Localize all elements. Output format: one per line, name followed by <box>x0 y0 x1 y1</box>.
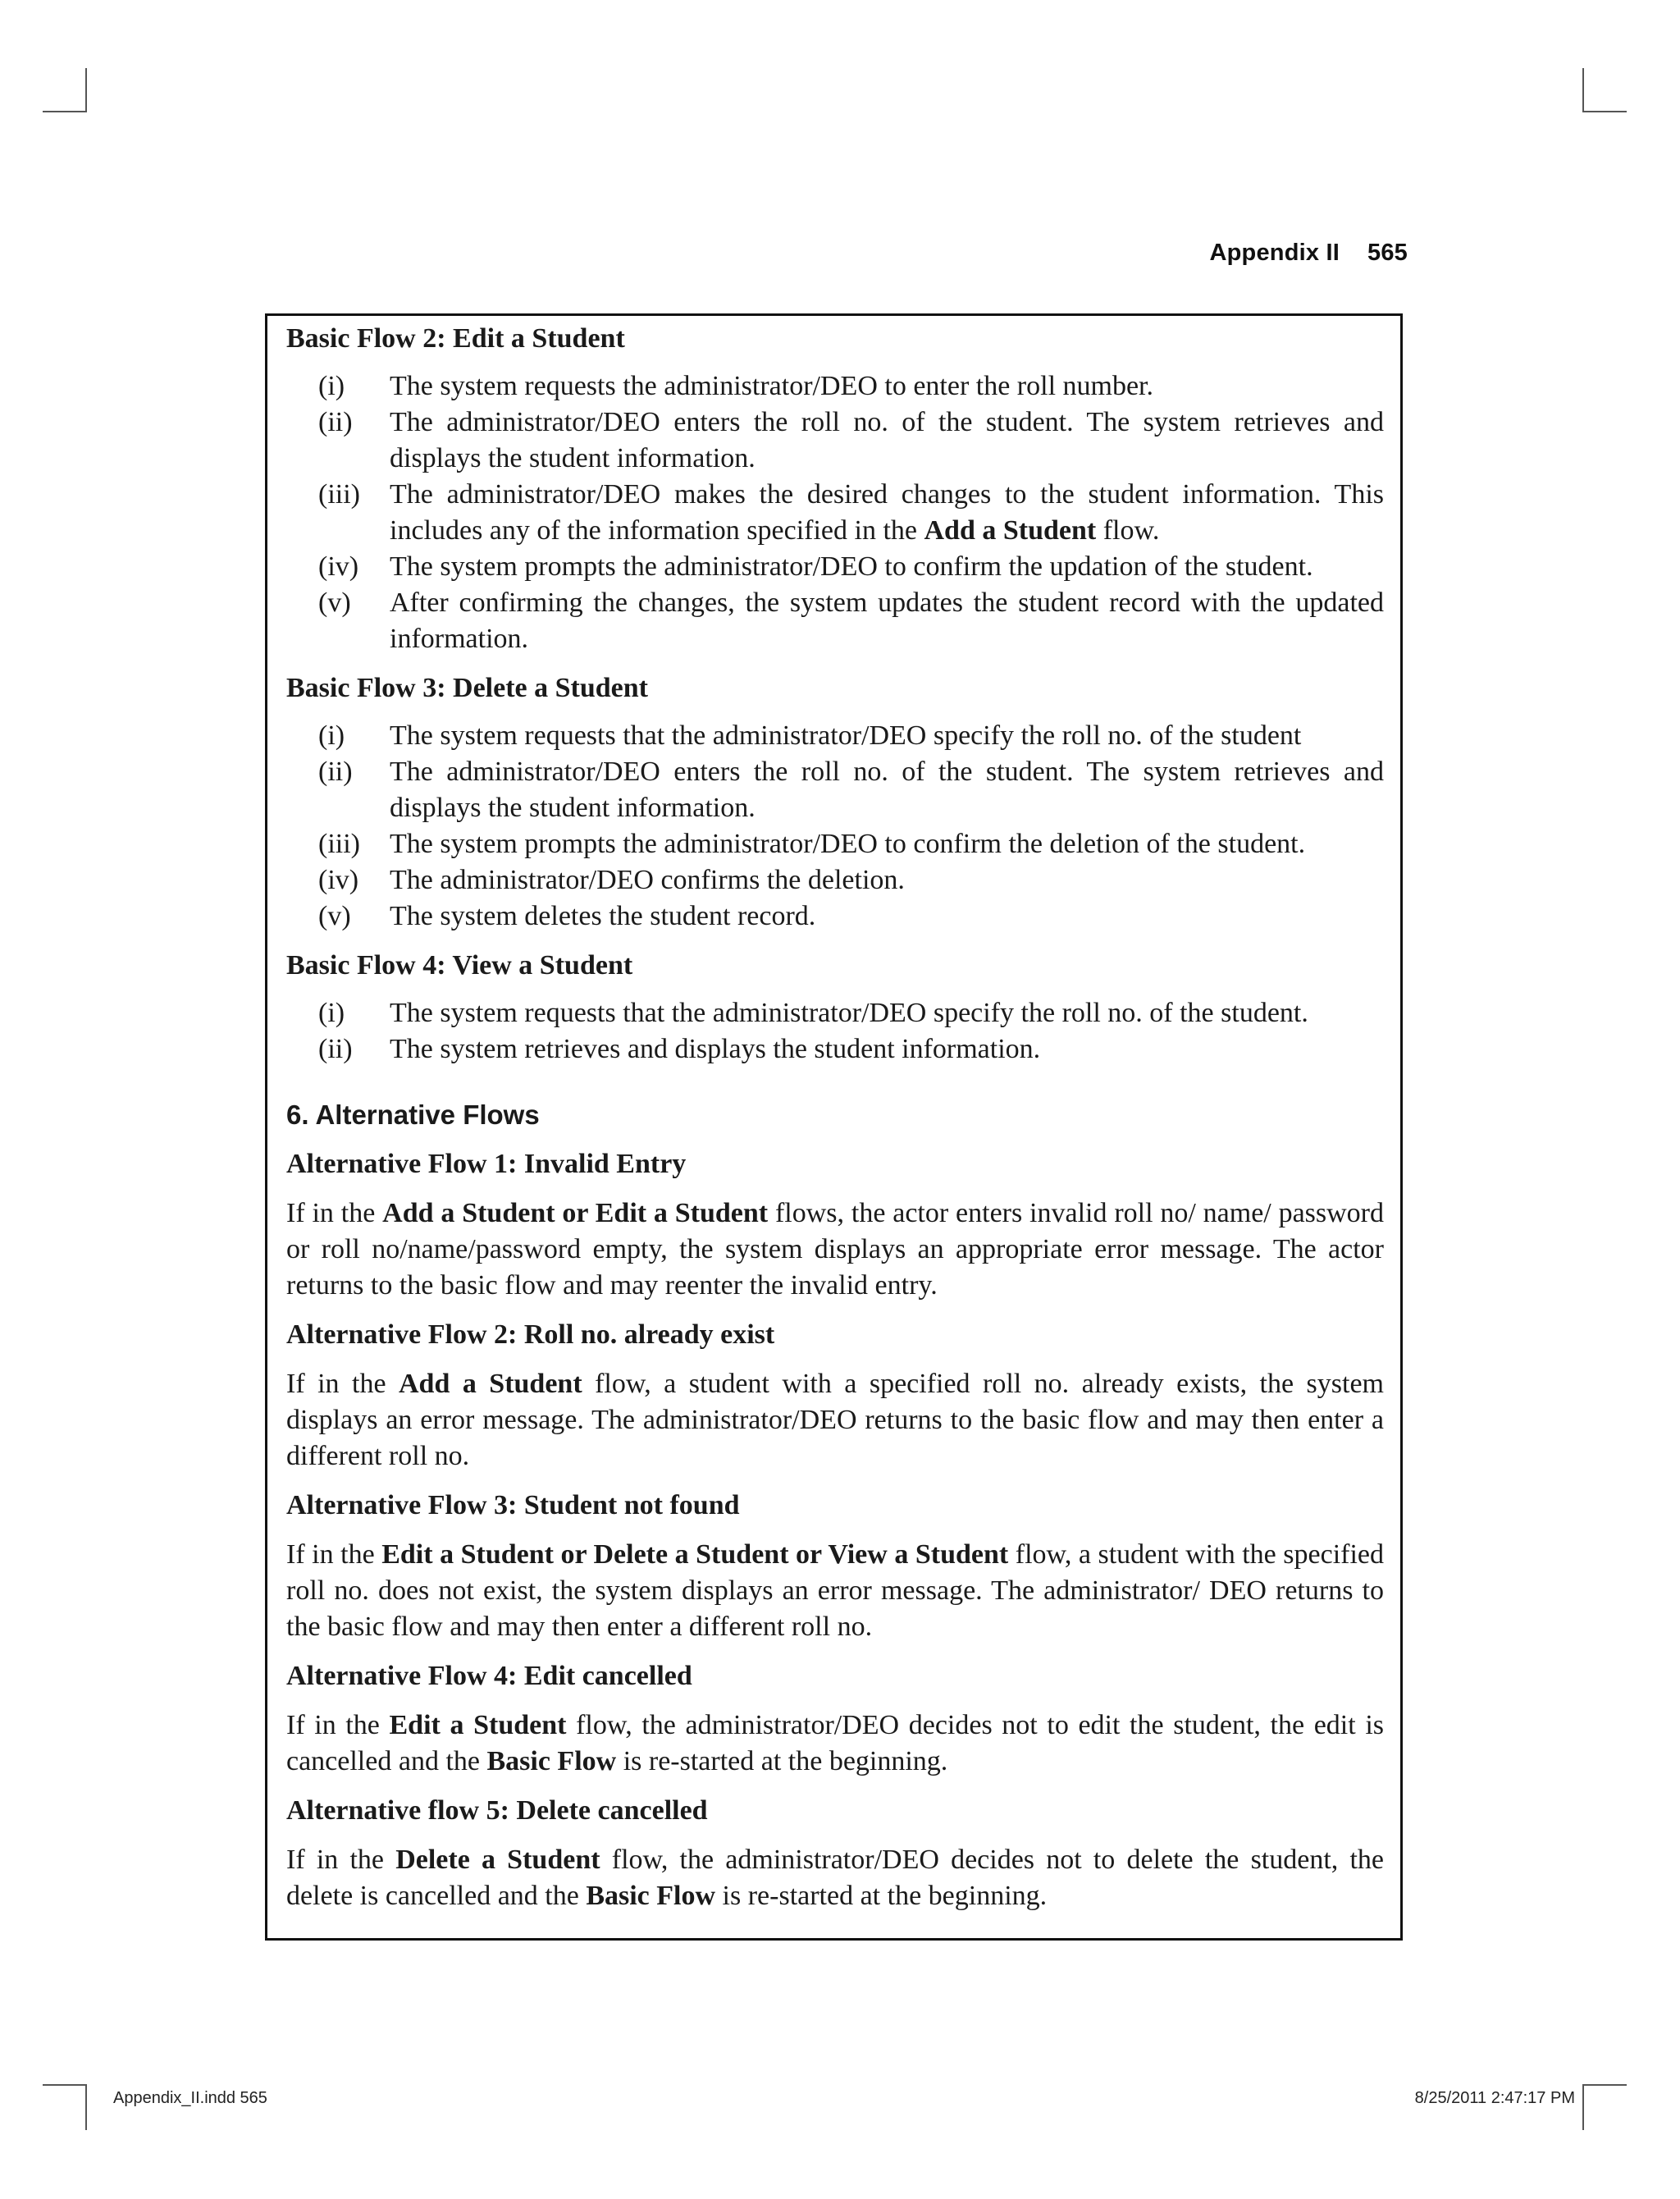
body-bold: Add a Student or Edit a Student <box>382 1198 769 1228</box>
step-number: (i) <box>318 998 345 1028</box>
body-bold: Edit a Student or Delete a Student or View a Student <box>381 1539 1009 1570</box>
step-number: (iii) <box>318 479 360 510</box>
body-text: flow, a student with the specified roll no. does not exist, the system displays an error message. The administrator/ DEO returns to the basic flow and may then enter a different roll no. <box>286 1539 1384 1642</box>
step-text: The administrator/DEO enters the roll no. of the student. The system retrieves and displays the student information. <box>390 757 1384 823</box>
list-item <box>286 898 1384 935</box>
crop-mark <box>1582 2084 1584 2130</box>
step-text-part: The administrator/DEO makes the desired changes to the student information. This includes any of the information specified in the <box>390 479 1384 546</box>
body-text: If in the <box>286 1369 399 1399</box>
crop-mark <box>43 2084 87 2086</box>
body-text: flow, the administrator/DEO decides not to delete the student, the delete is cancelled and the <box>286 1845 1385 1911</box>
list-item <box>286 754 1384 826</box>
alt-flow-4-title: Alternative Flow 4: Edit cancelled <box>286 1661 692 1691</box>
step-text: The system retrieves and displays the student information. <box>390 1034 1041 1064</box>
step-text: The system requests the administrator/DEO to enter the roll number. <box>390 371 1153 401</box>
alt-flow-2-title: Alternative Flow 2: Roll no. already exist <box>286 1319 775 1350</box>
content-box <box>265 313 1403 1941</box>
body-text: flow, a student with a specified roll no. already exists, the system displays an error message. The administrator/DEO returns to the basic flow and may then enter a different roll no. <box>286 1369 1384 1471</box>
alt-flow-1-body <box>286 1196 1384 1304</box>
alt-flow-4-body <box>286 1708 1384 1780</box>
body-text: If in the <box>286 1539 382 1570</box>
crop-mark <box>1582 111 1627 112</box>
body-bold: Edit a Student <box>389 1710 567 1740</box>
step-text: After confirming the changes, the system updates the student record with the updated information. <box>390 587 1384 654</box>
body-text: flows, the actor enters invalid roll no/ name/ password or roll no/name/password empty, the system displays an appropriate error message. The actor returns to the basic flow and may reenter the invalid entry. <box>286 1198 1384 1301</box>
list-item <box>286 718 1384 754</box>
alt-flow-2-body <box>286 1366 1384 1474</box>
basic-flow-2-title: Basic Flow 2: Edit a Student <box>286 323 625 354</box>
alt-flow-3-body <box>286 1537 1384 1645</box>
body-bold: Basic Flow <box>586 1881 716 1911</box>
slug-timestamp: 8/25/2011 2:47:17 PM <box>1414 2089 1575 2107</box>
step-text: The administrator/DEO enters the roll no. of the student. The system retrieves and displays the student information. <box>390 407 1384 473</box>
list-item <box>286 368 1384 405</box>
step-text: The system requests that the administrator/DEO specify the roll no. of the student <box>390 720 1302 751</box>
list-item <box>286 826 1384 862</box>
alt-flow-5-body <box>286 1842 1384 1914</box>
crop-mark <box>1582 2084 1627 2086</box>
body-bold: Basic Flow <box>486 1746 617 1776</box>
running-head-title: Appendix II <box>1209 240 1340 266</box>
body-bold: Delete a Student <box>395 1845 600 1875</box>
crop-mark <box>85 68 87 111</box>
step-text-part: flow. <box>1096 515 1160 546</box>
list-item <box>286 995 1384 1031</box>
step-number: (v) <box>318 587 351 618</box>
step-text: The system deletes the student record. <box>390 901 816 931</box>
list-item <box>286 549 1384 585</box>
section-heading: 6. Alternative Flows <box>286 1100 540 1130</box>
body-text: If in the <box>286 1710 390 1740</box>
alt-flow-1-title: Alternative Flow 1: Invalid Entry <box>286 1149 687 1179</box>
crop-mark <box>1582 68 1584 111</box>
running-head <box>1210 240 1408 267</box>
basic-flow-3-steps <box>286 718 1384 935</box>
step-number: (i) <box>318 720 345 751</box>
step-number: (ii) <box>318 757 353 787</box>
body-text: is re-started at the beginning. <box>715 1881 1048 1911</box>
alt-flow-5-title: Alternative flow 5: Delete cancelled <box>286 1795 708 1826</box>
basic-flow-2-steps <box>286 368 1384 657</box>
list-item <box>286 862 1384 898</box>
list-item <box>286 1031 1384 1067</box>
page-number: 565 <box>1367 240 1408 266</box>
crop-mark <box>85 2084 87 2130</box>
step-text-bold: Add a Student <box>924 515 1097 546</box>
basic-flow-4-title: Basic Flow 4: View a Student <box>286 950 633 981</box>
step-number: (iv) <box>318 551 359 582</box>
step-text: The system requests that the administrator/DEO specify the roll no. of the student. <box>390 998 1308 1028</box>
step-number: (ii) <box>318 1034 353 1064</box>
step-number: (iv) <box>318 865 359 895</box>
body-text: If in the <box>286 1198 383 1228</box>
body-text: If in the <box>286 1845 396 1875</box>
step-text: The administrator/DEO confirms the deletion. <box>390 865 905 895</box>
list-item <box>286 405 1384 477</box>
step-number: (ii) <box>318 407 353 437</box>
step-number: (iii) <box>318 829 360 859</box>
step-text: The system prompts the administrator/DEO to confirm the updation of the student. <box>390 551 1313 582</box>
body-text: is re-started at the beginning. <box>616 1746 948 1776</box>
alt-flow-3-title: Alternative Flow 3: Student not found <box>286 1490 740 1520</box>
step-text: The system prompts the administrator/DEO to confirm the deletion of the student. <box>390 829 1306 859</box>
step-number: (i) <box>318 371 345 401</box>
step-text <box>390 477 1384 549</box>
slug-filename: Appendix_II.indd 565 <box>113 2089 267 2107</box>
basic-flow-4-steps <box>286 995 1384 1067</box>
list-item <box>286 477 1384 549</box>
list-item <box>286 585 1384 657</box>
body-text: flow, the administrator/DEO decides not to edit the student, the edit is cancelled and the <box>286 1710 1384 1776</box>
step-number: (v) <box>318 901 351 931</box>
body-bold: Add a Student <box>399 1369 582 1399</box>
basic-flow-3-title: Basic Flow 3: Delete a Student <box>286 673 649 703</box>
crop-mark <box>43 111 87 112</box>
